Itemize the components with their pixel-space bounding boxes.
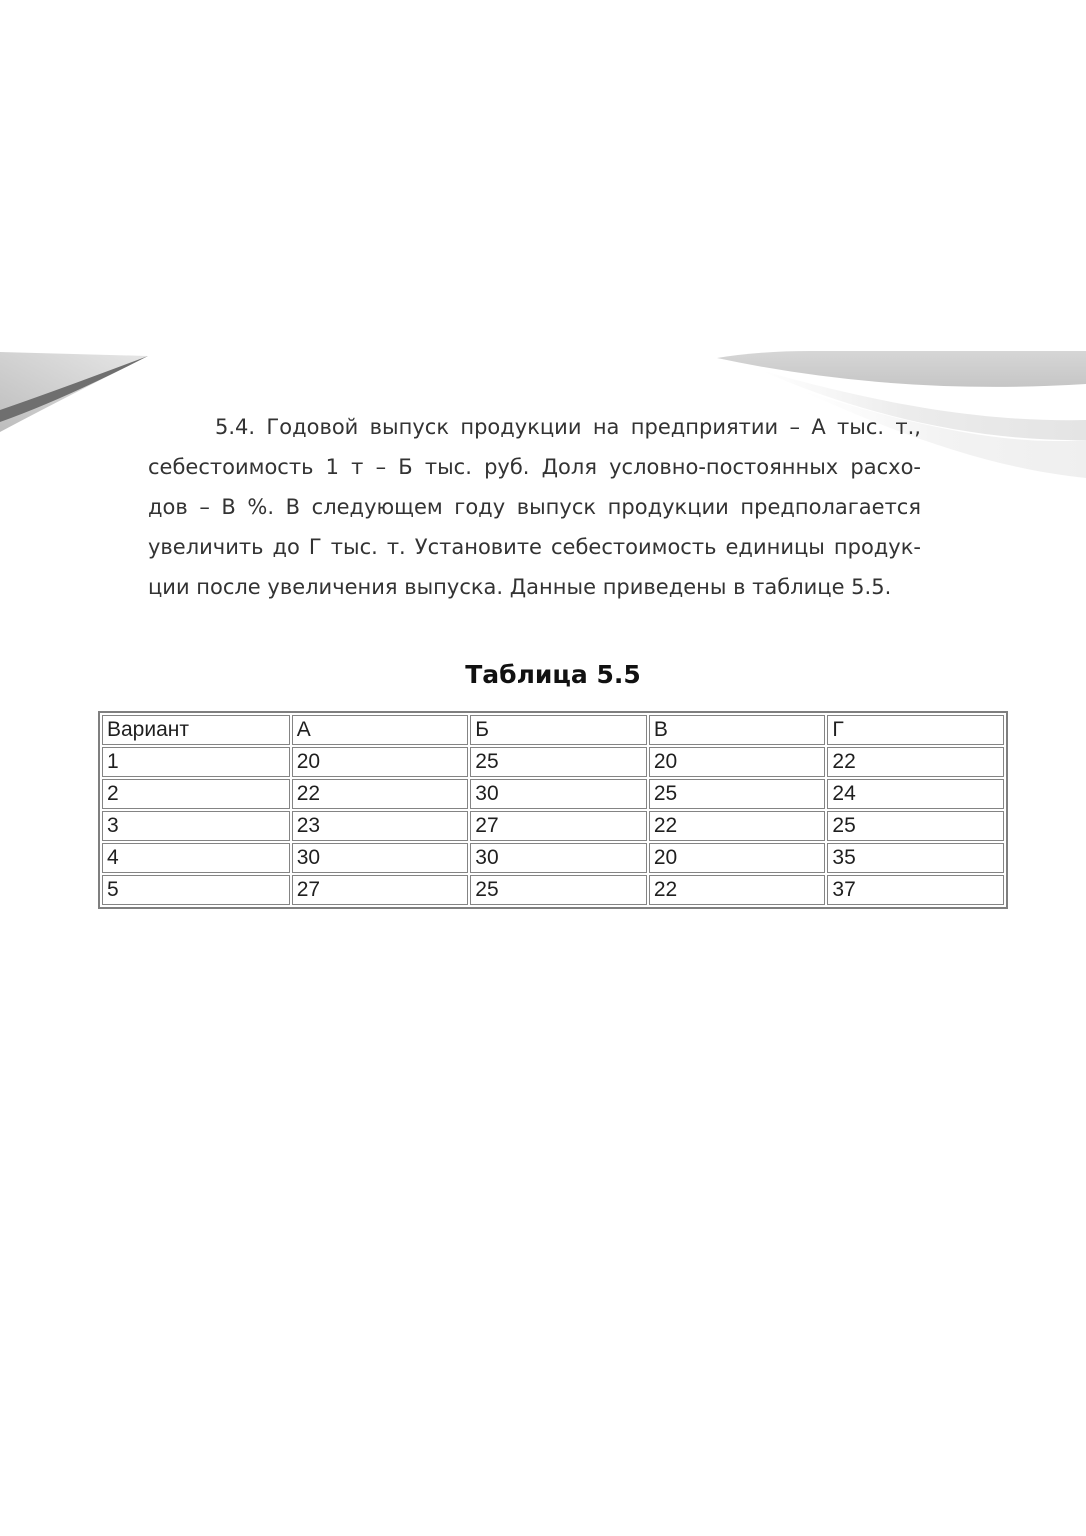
cell: 30	[470, 779, 647, 809]
header-cell-b: Б	[470, 715, 647, 745]
table-row	[102, 747, 1004, 777]
table-row	[102, 875, 1004, 905]
cell: 2	[102, 779, 290, 809]
cell: 1	[102, 747, 290, 777]
problem-line: себестоимость 1 т – Б тыс. руб. Доля условно-постоянных расхо-	[148, 455, 921, 479]
left-swoosh	[0, 352, 148, 432]
cell: 25	[827, 811, 1004, 841]
cell: 23	[292, 811, 469, 841]
cell: 30	[292, 843, 469, 873]
header-cell-g: Г	[827, 715, 1004, 745]
cell: 22	[649, 811, 826, 841]
cell: 25	[470, 875, 647, 905]
cell: 27	[292, 875, 469, 905]
cell: 22	[827, 747, 1004, 777]
table-row	[102, 811, 1004, 841]
cell: 20	[292, 747, 469, 777]
cell: 4	[102, 843, 290, 873]
right-swoosh-band	[717, 351, 1086, 387]
cell: 22	[292, 779, 469, 809]
cell: 30	[470, 843, 647, 873]
cell: 37	[827, 875, 1004, 905]
cell: 20	[649, 747, 826, 777]
variants-table	[98, 711, 1008, 909]
problem-statement	[148, 407, 921, 607]
problem-line: 5.4. Годовой выпуск продукции на предприятии – А тыс. т.,	[215, 415, 921, 439]
table-row	[102, 779, 1004, 809]
table-row	[102, 843, 1004, 873]
cell: 24	[827, 779, 1004, 809]
problem-line: ции после увеличения выпуска. Данные приведены в таблице 5.5.	[148, 575, 892, 599]
table-header-row	[102, 715, 1004, 745]
problem-line: дов – В %. В следующем году выпуск продукции предполагается	[148, 495, 921, 519]
cell: 5	[102, 875, 290, 905]
problem-line: увеличить до Г тыс. т. Установите себестоимость единицы продук-	[148, 535, 921, 559]
cell: 35	[827, 843, 1004, 873]
header-cell-a: А	[292, 715, 469, 745]
cell: 25	[649, 779, 826, 809]
cell: 25	[470, 747, 647, 777]
table-title: Таблица 5.5	[465, 660, 641, 689]
cell: 22	[649, 875, 826, 905]
cell: 20	[649, 843, 826, 873]
cell: 27	[470, 811, 647, 841]
header-cell-variant: Вариант	[102, 715, 290, 745]
cell: 3	[102, 811, 290, 841]
header-cell-v: В	[649, 715, 826, 745]
